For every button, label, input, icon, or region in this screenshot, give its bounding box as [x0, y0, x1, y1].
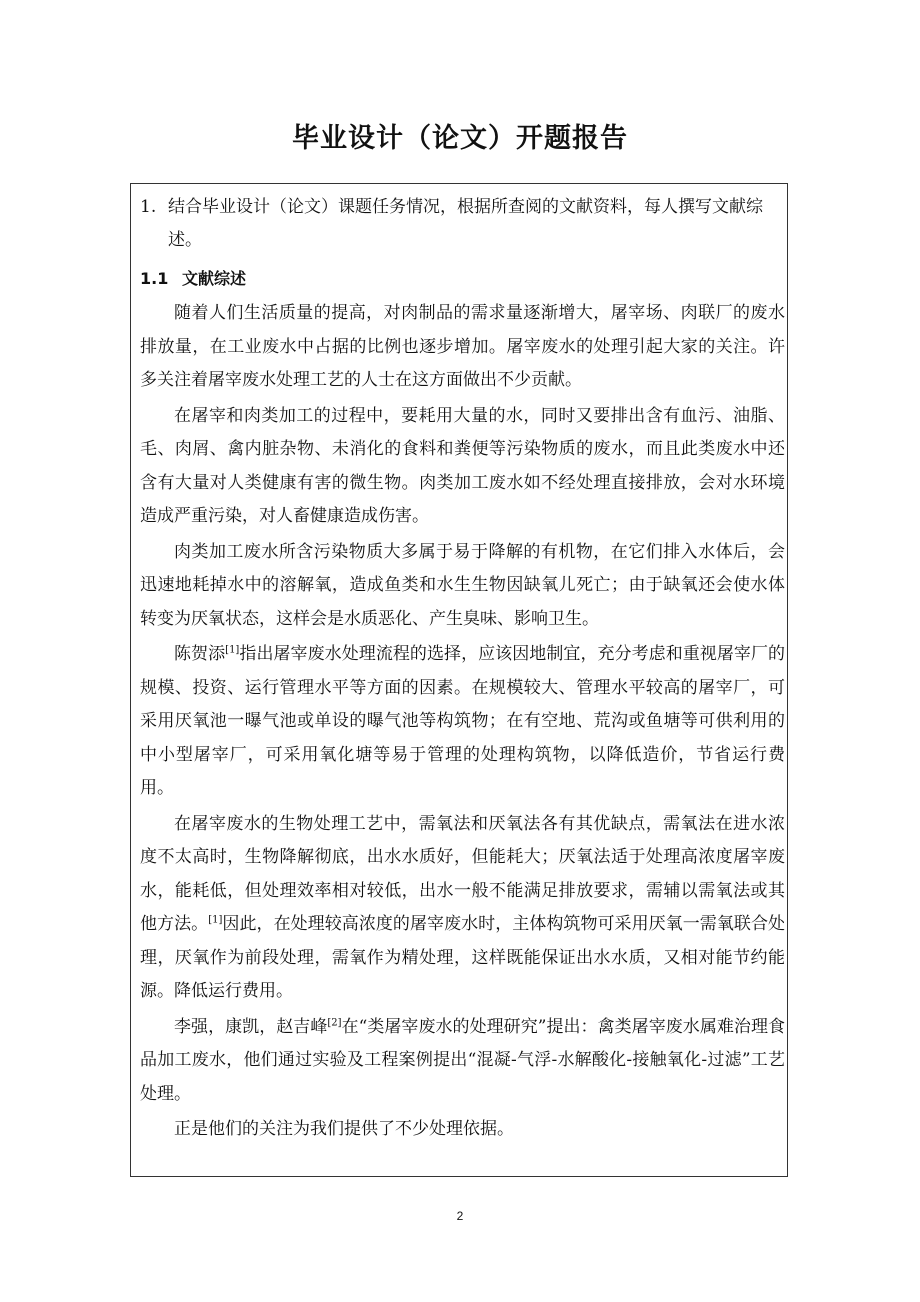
task-instruction	[140, 191, 785, 257]
section-title: 文献综述	[182, 269, 247, 288]
task-number: 1.	[140, 197, 157, 217]
paragraph-3: 肉类加工废水所含污染物质大多属于易于降解的有机物，在它们排入水体后，会迅速地耗掉水中的溶解氧，造成鱼类和水生生物因缺氧儿死亡；由于缺氧还会使水体转变为厌氧状态，这样会是水质恶化、产生臭味、影响卫生。	[140, 541, 785, 629]
paragraph-4-author: 陈贺添	[174, 644, 226, 664]
citation-ref-1: [1]	[225, 644, 240, 656]
paragraph-5	[140, 808, 785, 1009]
page-title: 毕业设计（论文）开题报告	[292, 123, 628, 154]
paragraph-5-text-b: 因此，在处理较高浓度的屠宰废水时，主体构筑物可采用厌氧一需氧联合处理，厌氧作为前段处理，需氧作为精处理，这样既能保证出水水质，又相对能节约能源。降低运行费用。	[140, 914, 786, 1001]
paragraph-6-text: 在“类屠宰废水的处理研究”提出：禽类屠宰废水属难治理食品加工废水，他们通过实验及工程案例提出“混凝-气浮-水解酸化-接触氧化-过滤”工艺处理。	[140, 1016, 785, 1104]
citation-ref-2: [2]	[327, 1016, 342, 1028]
paragraph-6	[140, 1011, 785, 1112]
citation-ref-1b: [1]	[208, 914, 223, 926]
paragraph-2: 在屠宰和肉类加工的过程中，要耗用大量的水，同时又要排出含有血污、油脂、毛、肉屑、禽内脏杂物、未消化的食料和粪便等污染物质的废水，而且此类废水中还含有大量对人类健康有害的微生物。肉类加工废水如不经处理直接排放，会对水环境造成严重污染，对人畜健康造成伤害。	[140, 405, 785, 526]
task-text: 结合毕业设计（论文）课题任务情况，根据所查阅的文献资料，每人撰写文献综述。	[168, 197, 763, 250]
paragraph-4	[140, 638, 785, 806]
section-heading	[140, 262, 785, 295]
section-number: 1.1	[140, 269, 169, 288]
page-number: 2	[456, 1209, 464, 1223]
paragraph-1: 随着人们生活质量的提高，对肉制品的需求量逐渐增大，屠宰场、肉联厂的废水排放量，在工业废水中占据的比例也逐步增加。屠宰废水的处理引起大家的关注。许多关注着屠宰废水处理工艺的人士在这方面做出不少贡献。	[140, 303, 785, 390]
paragraph-6-authors: 李强，康凯，赵吉峰	[174, 1016, 328, 1037]
report-content	[140, 191, 785, 1147]
paragraph-4-text: 指出屠宰废水处理流程的选择，应该因地制宜，充分考虑和重视屠宰厂的规模、投资、运行管理水平等方面的因素。在规模较大、管理水平较高的屠宰厂，可采用厌氧池一曝气池或单设的曝气池等构筑物；在有空地、荒沟或鱼塘等可供利用的中小型屠宰厂，可采用氧化塘等易于管理的处理构筑物，以降低造价，节省运行费用。	[140, 644, 786, 798]
paragraph-7: 正是他们的关注为我们提供了不少处理依据。	[174, 1119, 514, 1139]
paragraph-5-text-a: 在屠宰废水的生物处理工艺中，需氧法和厌氧法各有其优缺点，需氧法在进水浓度不太高时，生物降解彻底，出水水质好，但能耗大；厌氧法适于处理高浓度屠宰废水，能耗低，但处理效率相对较低，出水一般不能满足排放要求，需辅以需氧法或其他方法。	[140, 813, 785, 934]
